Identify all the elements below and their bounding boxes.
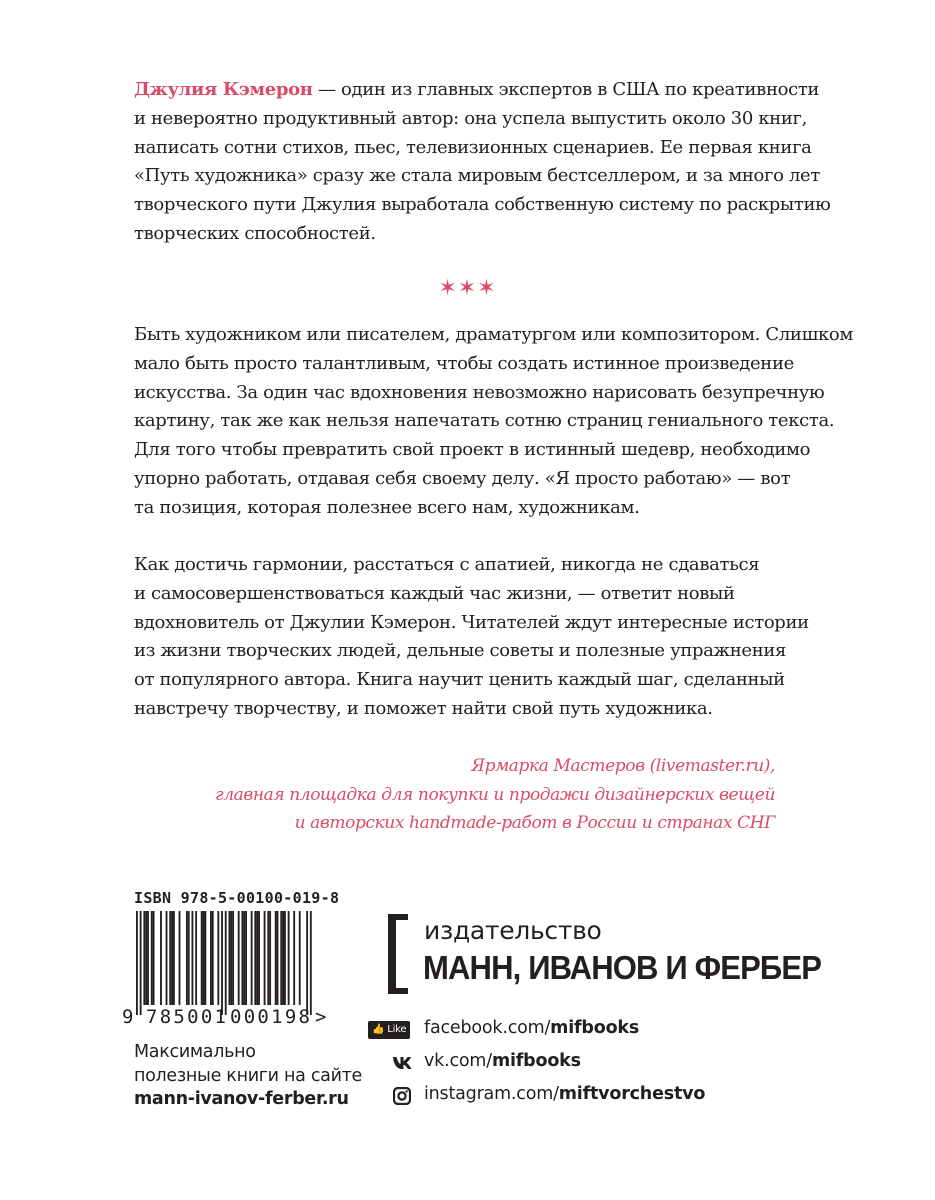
isbn-label: ISBN 978-5-00100-019-8: [134, 889, 340, 907]
paragraph-line: искусства. За один час вдохновения невозможно нарисовать безупречную: [134, 381, 825, 403]
endorsement-quote: [175, 752, 775, 838]
barcode-bar: [306, 911, 308, 1015]
barcode-bar: [277, 911, 279, 1005]
barcode-bar: [186, 911, 188, 1005]
description-paragraph-2: [134, 551, 809, 724]
intro-line: написать сотни стихов, пьес, телевизионных сценариев. Ее первая книга: [134, 136, 812, 158]
barcode-right-digits: 000198: [230, 1006, 310, 1027]
barcode-bar: [264, 911, 266, 1005]
publisher-label: издательство: [424, 916, 602, 945]
barcode-bar: [275, 911, 277, 1005]
instagram-icon: [393, 1087, 411, 1105]
barcode-bar: [238, 911, 240, 1005]
barcode-bar: [173, 911, 175, 1005]
quote-line: Ярмарка Мастеров (livemaster.ru),: [471, 756, 775, 776]
barcode-end-mark: >: [315, 1006, 327, 1027]
barcode-bar: [212, 911, 214, 1005]
barcode-bar: [243, 911, 245, 1005]
facebook-handle: mifbooks: [550, 1018, 640, 1038]
barcode-bar: [203, 911, 205, 1005]
barcode-bar: [201, 911, 203, 1005]
author-intro: [134, 76, 831, 249]
barcode-bar: [232, 911, 234, 1005]
barcode-bar: [179, 911, 181, 1005]
paragraph-line: Для того чтобы превратить свой проект в истинный шедевр, необходимо: [134, 439, 811, 461]
barcode-bar: [192, 911, 194, 1005]
barcode-bar: [188, 911, 190, 1005]
site-url[interactable]: mann-ivanov-ferber.ru: [134, 1089, 349, 1109]
barcode-bar: [245, 911, 247, 1005]
publisher-name: МАНН, ИВАНОВ И ФЕРБЕР: [423, 949, 822, 986]
site-promo: [134, 1041, 362, 1112]
paragraph-line: картину, так же как нельзя напечатать сотню страниц гениального текста.: [134, 410, 835, 432]
intro-line: и невероятно продуктивный автор: она успела выпустить около 30 книг,: [134, 107, 807, 129]
facebook-prefix: facebook.com/: [424, 1018, 551, 1038]
isbn-barcode: [122, 911, 332, 1027]
barcode-bar: [140, 911, 142, 1015]
barcode-bar: [221, 911, 223, 1015]
barcode-bar: [169, 911, 171, 1005]
barcode-bar: [225, 911, 227, 1015]
barcode-left-digits: 785001: [146, 1006, 226, 1027]
intro-line: творческого пути Джулия выработала собственную систему по раскрытию: [134, 194, 831, 216]
paragraph-line: и самосовершенствоваться каждый час жизни, — ответит новый: [134, 582, 735, 604]
instagram-handle: miftvorchestvo: [558, 1084, 706, 1104]
quote-line: главная площадка для покупки и продажи дизайнерских вещей: [215, 784, 775, 805]
vk-icon: [392, 1054, 412, 1072]
quote-line: и авторских handmade-работ в России и странах СНГ: [294, 813, 775, 833]
barcode-bar: [310, 911, 312, 1015]
barcode-bar: [171, 911, 173, 1005]
author-name: Джулия Кэмерон: [134, 79, 313, 100]
barcode-bar: [153, 911, 155, 1005]
barcode-bar: [241, 911, 243, 1005]
paragraph-line: вдохновитель от Джулии Кэмерон. Читателей ждут интересные истории: [134, 611, 809, 633]
paragraph-line: мало быть просто талантливым, чтобы создать истинное произведение: [134, 352, 794, 374]
barcode-bar: [204, 911, 206, 1005]
barcode-bar: [195, 911, 197, 1005]
vk-prefix: vk.com/: [424, 1051, 492, 1071]
paragraph-line: Как достичь гармонии, расстаться с апатией, никогда не сдаваться: [134, 554, 760, 575]
description-paragraph-1: [134, 321, 853, 523]
barcode-first-digit: 9: [122, 1006, 134, 1027]
barcode-bar: [210, 911, 212, 1005]
instagram-prefix: instagram.com/: [424, 1084, 559, 1104]
barcode-bar: [288, 911, 290, 1005]
paragraph-line: Быть художником или писателем, драматургом или композитором. Слишком: [134, 324, 853, 345]
barcode-bar: [299, 911, 301, 1005]
barcode-bar: [256, 911, 258, 1005]
barcode-bar: [230, 911, 232, 1005]
paragraph-line: от популярного автора. Книга научит ценить каждый шаг, сделанный: [134, 669, 785, 691]
barcode-bar: [166, 911, 168, 1005]
facebook-link[interactable]: [368, 1017, 768, 1045]
barcode-bar: [136, 911, 138, 1015]
barcode-bar: [258, 911, 260, 1005]
barcode-bar: [151, 911, 153, 1005]
instagram-link[interactable]: [368, 1083, 768, 1111]
barcode-bars: [136, 911, 312, 1015]
barcode-bar: [282, 911, 284, 1005]
facebook-like-icon: 👍 Like: [368, 1021, 410, 1039]
barcode-bar: [280, 911, 282, 1005]
barcode-bar: [251, 911, 253, 1005]
barcode-bar: [147, 911, 149, 1005]
barcode-bar: [267, 911, 269, 1005]
barcode-bar: [145, 911, 147, 1005]
barcode-bar: [269, 911, 271, 1005]
intro-line: «Путь художника» сразу же стала мировым бестселлером, и за много лет: [134, 165, 820, 187]
intro-line: — один из главных экспертов в США по креативности: [312, 79, 820, 100]
intro-line: творческих способностей.: [134, 222, 376, 244]
publisher-bracket-icon: [388, 914, 410, 994]
promo-line: полезные книги на сайте: [134, 1065, 363, 1086]
promo-line: Максимально: [134, 1042, 256, 1062]
section-separator: ✶✶✶: [438, 276, 497, 301]
paragraph-line: та позиция, которая полезнее всего нам, художникам.: [134, 496, 640, 518]
barcode-bar: [254, 911, 256, 1005]
barcode-bar: [160, 911, 162, 1005]
barcode-bar: [217, 911, 219, 1005]
barcode-bar: [143, 911, 145, 1005]
vk-link[interactable]: [368, 1050, 768, 1078]
barcode-bar: [229, 911, 231, 1005]
like-badge-label: Like: [387, 1024, 407, 1035]
vk-handle: mifbooks: [491, 1051, 581, 1071]
paragraph-line: из жизни творческих людей, дельные советы и полезные упражнения: [134, 640, 786, 662]
barcode-bar: [293, 911, 295, 1005]
paragraph-line: навстречу творчеству, и поможет найти свой путь художника.: [134, 697, 713, 719]
paragraph-line: упорно работать, отдавая себя своему делу. «Я просто работаю» — вот: [134, 467, 791, 489]
barcode-bar: [284, 911, 286, 1005]
